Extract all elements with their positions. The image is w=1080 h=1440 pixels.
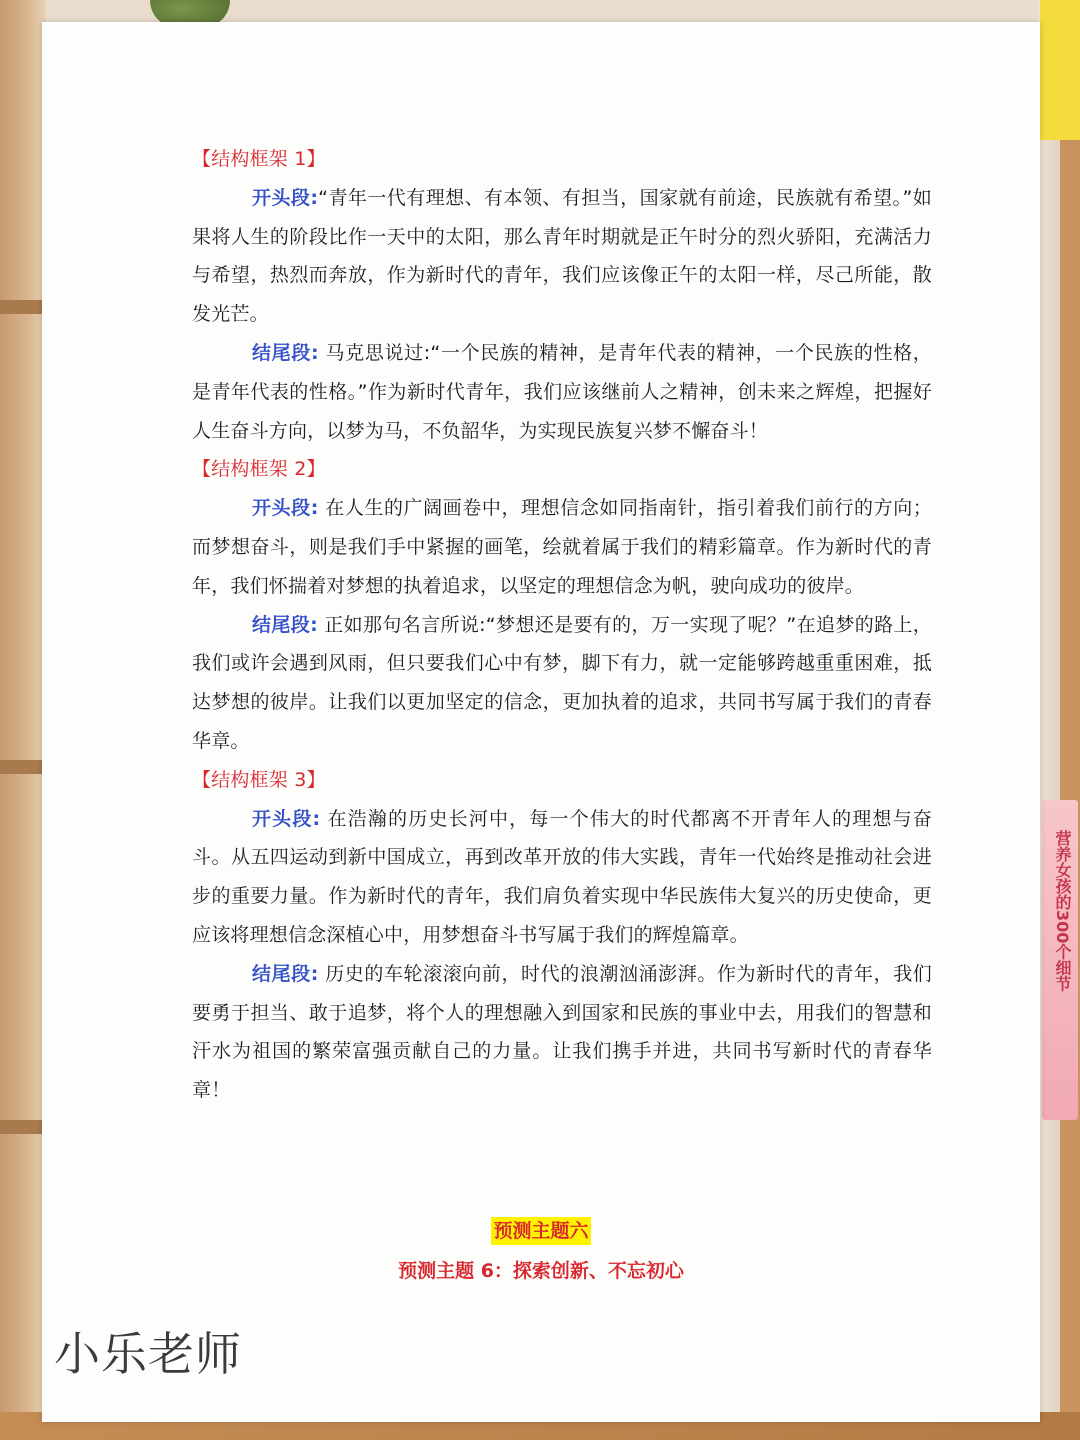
opening-label: 开头段: [252,186,319,209]
document-content [192,140,932,1110]
opening-label: 开头段: [252,497,319,520]
opening-label: 开头段: [252,807,321,830]
closing-text: 历史的车轮滚滚向前，时代的浪潮汹涌澎湃。作为新时代的青年，我们要勇于担当、敢于追梦，将个人的理想融入到国家和民族的事业中去，用我们的智慧和汗水为祖国的繁荣富强贡献自己的力量。让我们携手并进，共同书写新时代的青春华章！ [192,962,932,1102]
background-right-post [1060,60,1080,1440]
background-shelf-rung [0,1120,46,1134]
frame-3-opening-paragraph [192,800,932,955]
frame-1-closing-paragraph [192,334,932,450]
frame-2-title: 【结构框架 2】 [192,458,326,481]
opening-text: 在人生的广阔画卷中，理想信念如同指南针，指引着我们前行的方向；而梦想奋斗，则是我们手中紧握的画笔，绘就着属于我们的精彩篇章。作为新时代的青年，我们怀揣着对梦想的执着追求，以坚定的理想信念为帆，驶向成功的彼岸。 [192,497,932,597]
opening-text: “青年一代有理想、有本领、有担当，国家就有前途，民族就有希望。”如果将人生的阶段比作一天中的太阳，那么青年时期就是正午时分的烈火骄阳，充满活力与希望，热烈而奔放，作为新时代的青年，我们应该像正午的太阳一样，尽己所能，散发光芒。 [192,186,932,326]
topic-highlight-title: 预测主题六 [491,1217,590,1245]
background-pink-book-title: 营养女孩的300个细节 [1053,830,1072,992]
closing-text: 正如那句名言所说:“梦想还是要有的，万一实现了呢？”在追梦的路上，我们或许会遇到风雨，但只要我们心中有梦，脚下有力，就一定能够跨越重重困难，抵达梦想的彼岸。让我们以更加坚定的信念，更加执着的追求，共同书写属于我们的青春华章。 [192,613,932,752]
closing-label: 结尾段: [252,962,319,985]
frame-3-closing-paragraph [192,955,932,1110]
author-watermark: 小乐老师 [54,1327,242,1381]
closing-label: 结尾段: [252,341,319,364]
frame-3-title: 【结构框架 3】 [192,768,326,791]
topic-heading-block [42,1217,1040,1285]
background-shelf-rung [0,760,46,774]
document-page [42,22,1040,1422]
frame-2-opening-paragraph [192,489,932,605]
background-yellow-book [1040,0,1080,140]
background-shelf-left [0,0,46,1440]
frame-1-opening-paragraph [192,179,932,334]
closing-text: 马克思说过:“一个民族的精神，是青年代表的精神，一个民族的性格，是青年代表的性格。”作为新时代青年，我们应该继前人之精神，创未来之辉煌，把握好人生奋斗方向，以梦为马，不负韶华，为实现民族复兴梦不懈奋斗！ [192,341,933,442]
background-shelf-rung [0,300,46,314]
topic-subtitle: 预测主题 6：探索创新、不忘初心 [398,1260,684,1282]
frame-2-closing-paragraph [192,606,932,761]
frame-1-title: 【结构框架 1】 [192,148,326,170]
closing-label: 结尾段: [252,613,318,636]
opening-text: 在浩瀚的历史长河中，每一个伟大的时代都离不开青年人的理想与奋斗。从五四运动到新中国成立，再到改革开放的伟大实践，青年一代始终是推动社会进步的重要力量。作为新时代的青年，我们肩负着实现中华民族伟大复兴的历史使命，更应该将理想信念深植心中，用梦想奋斗书写属于我们的辉煌篇章。 [192,807,932,946]
